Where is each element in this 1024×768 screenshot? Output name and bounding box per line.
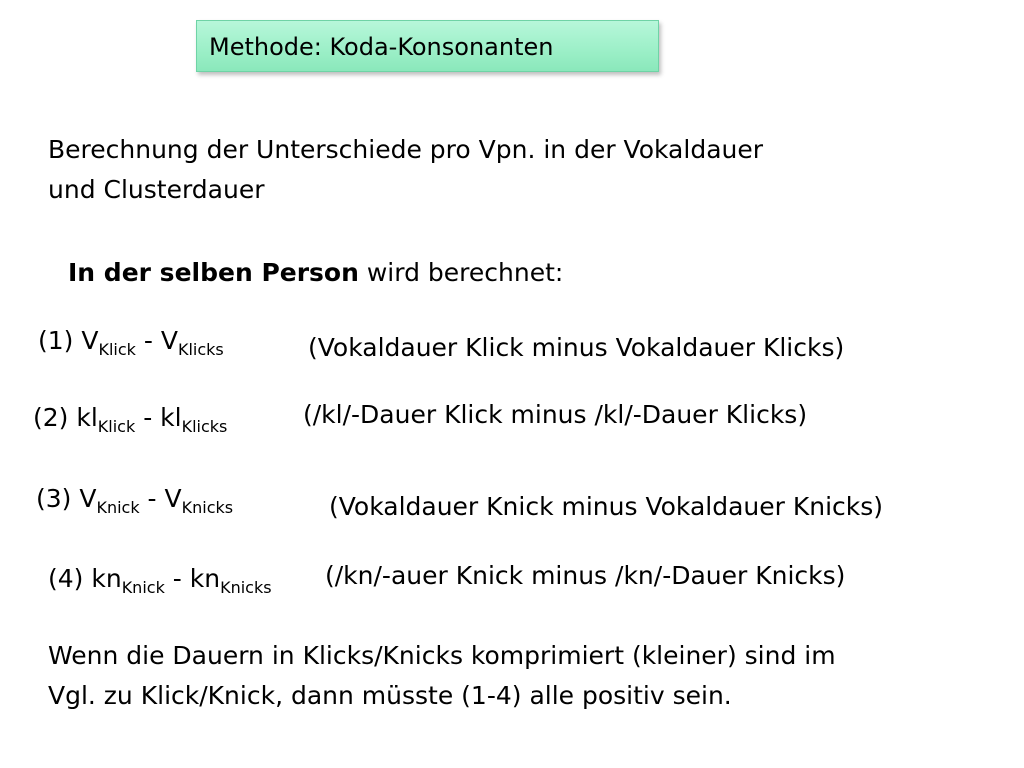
intro-line-1: Berechnung der Unterschiede pro Vpn. in der Vokaldauer <box>48 135 764 164</box>
formula-subscript-a: Knick <box>96 498 140 517</box>
formula-term-a: V <box>79 484 97 513</box>
formula-separator: - <box>139 484 165 513</box>
formula-term-b: V <box>160 326 178 355</box>
heading-rest: wird berechnet: <box>358 258 564 287</box>
formula-1-description: (Vokaldauer Klick minus Vokaldauer Klicks) <box>308 333 845 362</box>
formula-3 <box>36 484 234 517</box>
slide-title: Methode: Koda-Konsonanten <box>196 20 659 72</box>
formula-separator: - <box>135 403 161 432</box>
formula-3-description: (Vokaldauer Knick minus Vokaldauer Knicks) <box>329 492 884 521</box>
formula-number: (2) <box>33 403 77 432</box>
formula-subscript-a: Klick <box>98 340 136 359</box>
formula-1 <box>38 326 224 359</box>
formula-term-b: kn <box>189 564 221 593</box>
formula-2 <box>33 403 228 436</box>
formula-term-a: V <box>81 326 99 355</box>
formula-subscript-a: Klick <box>97 417 136 436</box>
formula-subscript-b: Klicks <box>181 417 228 436</box>
formula-4 <box>48 564 272 597</box>
formula-number: (1) <box>38 326 82 355</box>
formula-2-description: (/kl/-Dauer Klick minus /kl/-Dauer Klicks) <box>303 400 808 429</box>
intro-line-2: und Clusterdauer <box>48 175 265 204</box>
intro-paragraph <box>48 130 763 210</box>
formula-term-a: kl <box>76 403 98 432</box>
formula-subscript-b: Klicks <box>177 340 224 359</box>
heading-bold: In der selben Person <box>68 258 359 287</box>
conclusion-paragraph <box>48 636 836 716</box>
formula-term-b: V <box>164 484 182 513</box>
formula-subscript-a: Knick <box>121 578 165 597</box>
section-heading <box>68 258 563 287</box>
formula-subscript-b: Knicks <box>220 578 272 597</box>
formula-separator: - <box>135 326 161 355</box>
conclusion-line-1: Wenn die Dauern in Klicks/Knicks komprimiert (kleiner) sind im <box>48 641 836 670</box>
formula-separator: - <box>164 564 190 593</box>
formula-number: (4) <box>48 564 92 593</box>
formula-number: (3) <box>36 484 80 513</box>
formula-subscript-b: Knicks <box>181 498 234 517</box>
conclusion-line-2: Vgl. zu Klick/Knick, dann müsste (1-4) alle positiv sein. <box>48 681 732 710</box>
formula-4-description: (/kn/-auer Knick minus /kn/-Dauer Knicks) <box>325 561 846 590</box>
formula-term-a: kn <box>91 564 122 593</box>
formula-term-b: kl <box>160 403 182 432</box>
